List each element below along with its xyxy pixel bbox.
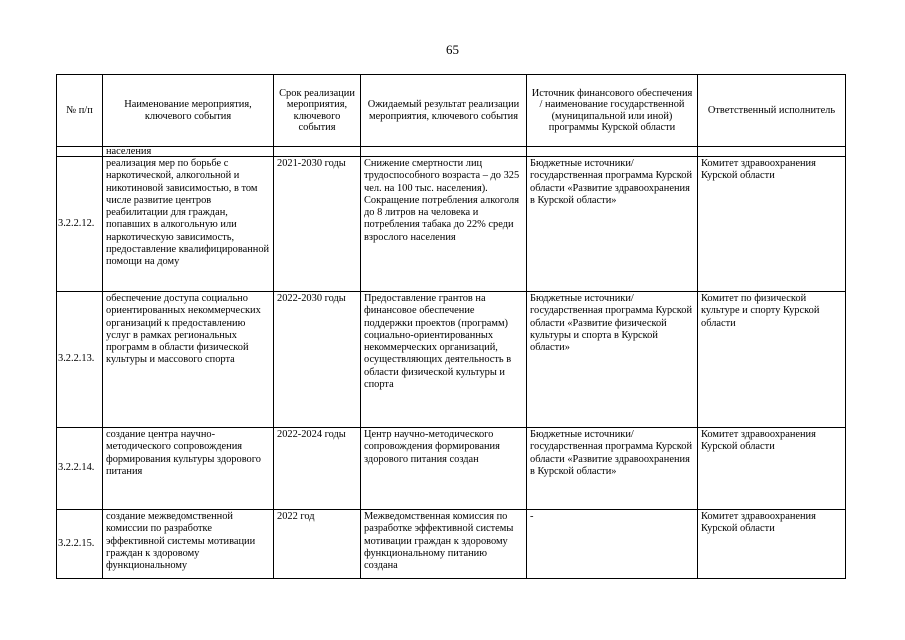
row-event-name: создание межведомственной комиссии по разработке эффективной системы мотивации граждан к здоровому функциональному <box>103 510 274 579</box>
row-number: 3.2.2.14. <box>57 428 103 510</box>
row-funding-source: Бюджетные источники/ государственная программа Курской области «Развитие здравоохранения в Курской области» <box>527 428 698 510</box>
row-number: 3.2.2.12. <box>57 157 103 292</box>
row-event-name: создание центра научно-методического сопровождения формирования культуры здорового питания <box>103 428 274 510</box>
table-row <box>57 157 846 292</box>
header-executor: Ответственный исполнитель <box>698 75 846 147</box>
continuation-empty-cell <box>274 147 361 157</box>
table-row <box>57 428 846 510</box>
row-executor: Комитет по физической культуре и спорту Курской области <box>698 292 846 428</box>
row-term: 2022-2030 годы <box>274 292 361 428</box>
row-term: 2022-2024 годы <box>274 428 361 510</box>
continuation-row <box>57 147 846 157</box>
row-funding-source: Бюджетные источники/ государственная программа Курской области «Развитие здравоохранения в Курской области» <box>527 157 698 292</box>
header-term: Срок реализации мероприятия, ключевого события <box>274 75 361 147</box>
row-expected-result: Снижение смертности лиц трудоспособного возраста – до 325 чел. на 100 тыс. населения). Сокращение потребления алкоголя до 8 литров на человека и потребления табака до 22% среди взрослого населения <box>361 157 527 292</box>
row-event-name: обеспечение доступа социально ориентированных некоммерческих организаций к предоставлению услуг в рамках региональных программ в области физической культуры и массового спорта <box>103 292 274 428</box>
continuation-number-cell <box>57 147 103 157</box>
row-funding-source: Бюджетные источники/ государственная программа Курской области «Развитие физической культуры и спорта в Курской области» <box>527 292 698 428</box>
header-number: № п/п <box>57 75 103 147</box>
row-number: 3.2.2.15. <box>57 510 103 579</box>
row-executor: Комитет здравоохранения Курской области <box>698 510 846 579</box>
row-executor: Комитет здравоохранения Курской области <box>698 428 846 510</box>
row-term: 2022 год <box>274 510 361 579</box>
header-event-name: Наименование мероприятия, ключевого события <box>103 75 274 147</box>
header-expected-result: Ожидаемый результат реализации мероприятия, ключевого события <box>361 75 527 147</box>
table-row <box>57 292 846 428</box>
continuation-empty-cell <box>361 147 527 157</box>
table-row <box>57 510 846 579</box>
table-header-row <box>57 75 846 147</box>
row-number: 3.2.2.13. <box>57 292 103 428</box>
continuation-empty-cell <box>698 147 846 157</box>
header-funding-source: Источник финансового обеспечения / наименование государственной (муниципальной или иной) программы Курской области <box>527 75 698 147</box>
continuation-text: населения <box>103 147 274 157</box>
row-event-name: реализация мер по борьбе с наркотической, алкогольной и никотиновой зависимостью, в том числе развитие центров реабилитации для граждан, попавших в алкогольную или наркотическую зависимость, предоставление квалифицированной помощи на дому <box>103 157 274 292</box>
page-number: 65 <box>446 42 459 57</box>
row-expected-result: Межведомственная комиссия по разработке эффективной системы мотивации граждан к здоровому функциональному питанию создана <box>361 510 527 579</box>
row-executor: Комитет здравоохранения Курской области <box>698 157 846 292</box>
row-funding-source: - <box>527 510 698 579</box>
row-term: 2021-2030 годы <box>274 157 361 292</box>
events-table <box>56 74 846 579</box>
continuation-empty-cell <box>527 147 698 157</box>
row-expected-result: Центр научно-методического сопровождения формирования здорового питания создан <box>361 428 527 510</box>
row-expected-result: Предоставление грантов на финансовое обеспечение поддержки проектов (программ) социально-ориентированных некоммерческих организаций, осуществляющих деятельность в области физической культуры и спорта <box>361 292 527 428</box>
